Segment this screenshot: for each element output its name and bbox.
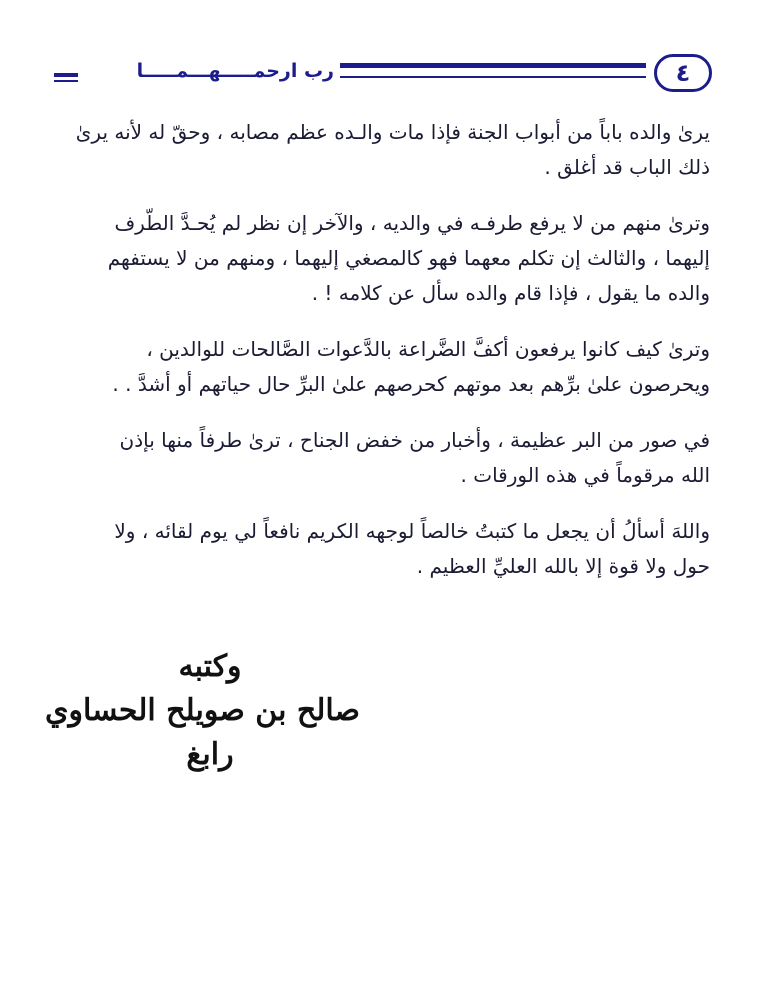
paragraph-2 (58, 206, 710, 311)
text-line: ذلك الباب قد أغلق . (544, 155, 710, 179)
running-title: رب ارحمـــــهـــمـــــا (136, 60, 334, 82)
paragraph-5 (58, 514, 710, 584)
text-line: وترىٰ كيف كانوا يرفعون أكفَّ الضَّراعة بالدَّعوات الصَّالحات للوالدين ، (146, 337, 710, 361)
text-line: ويحرصون علىٰ برِّهم بعد موتهم كحرصهم علىٰ البرِّ حال حياتهم أو أشدَّ . . (112, 372, 710, 396)
header-rule-long-bottom (340, 76, 646, 78)
text-line: والده ما يقول ، فإذا قام والده سأل عن كلامه ! . (311, 281, 710, 305)
header-rule-short-bottom (54, 80, 78, 82)
text-line: الله مرقوماً في هذه الورقات . (460, 463, 710, 487)
header-rule-short-top (54, 73, 78, 77)
text-line: يرىٰ والده باباً من أبواب الجنة فإذا مات والـده عظم مصابه ، وحقّ له لأنه يرىٰ (75, 120, 710, 144)
body-text (58, 115, 710, 605)
paragraph-4 (58, 423, 710, 493)
page-number-badge (654, 54, 712, 92)
signature-place: رابغ (186, 737, 234, 772)
text-line: وترىٰ منهم من لا يرفع طرفـه في والديه ، والآخر إن نظر لم يُحـدَّ الطّرف (114, 211, 710, 235)
signature-written-by: وكتبه (178, 649, 242, 684)
signature-block (45, 645, 360, 777)
text-line: في صور من البر عظيمة ، وأخبار من خفض الجناح ، ترىٰ طرفاً منها بإذن (119, 428, 710, 452)
header-rule-long-top (340, 63, 646, 68)
page-number: ٤ (675, 59, 691, 87)
paragraph-1 (58, 115, 710, 185)
page-header (40, 52, 712, 100)
text-line: واللهَ أسألُ أن يجعل ما كتبتُ خالصاً لوجهه الكريم نافعاً لي يوم لقائه ، ولا (114, 519, 710, 543)
paragraph-3 (58, 332, 710, 402)
text-line: حول ولا قوة إلا بالله العليِّ العظيم . (416, 554, 710, 578)
text-line: إليهما ، والثالث إن تكلم معهما فهو كالمصغي إليهما ، ومنهم من لا يستفهم (107, 246, 710, 270)
signature-author-name: صالح بن صويلح الحساوي (45, 693, 360, 728)
